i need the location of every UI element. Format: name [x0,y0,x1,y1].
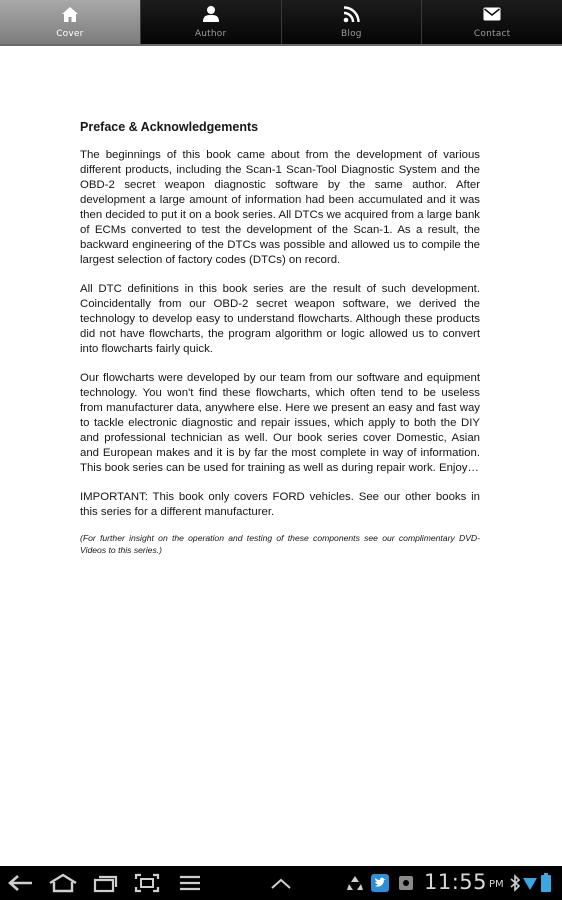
dvd-note: (For further insight on the operation and testing of these components see our complimentary DVD-Videos to this series.) [80,533,480,555]
notification-icon [398,874,414,892]
home-icon[interactable] [48,872,78,894]
tab-author[interactable] [140,0,281,44]
rss-icon [343,5,360,23]
tab-blog[interactable] [281,0,422,44]
person-icon [202,5,220,23]
clock: 11:55 [424,870,488,894]
back-icon[interactable] [8,872,34,894]
tab-blog-label: Blog [341,29,362,39]
mail-icon [483,5,501,23]
wifi-icon [522,874,538,892]
tab-cover-label: Cover [56,29,84,39]
recent-apps-icon[interactable] [93,872,119,894]
menu-icon[interactable] [178,872,202,894]
tab-cover[interactable] [0,0,140,44]
tab-contact-label: Contact [473,29,511,39]
up-chevron-icon[interactable] [270,872,292,894]
recycle-icon [346,874,364,892]
system-bar [0,866,562,900]
paragraph-4: IMPORTANT: This book only covers FORD vehicles. See our other books in this series for a different manufacturer. [80,491,480,518]
document-page [80,120,480,570]
twitter-icon [371,874,389,892]
tab-author-label: Author [194,29,227,39]
screenshot-icon[interactable] [134,872,160,894]
home-icon [61,5,79,23]
paragraph-2: All DTC definitions in this book series are the result of such development. Coincidentally from our OBD-2 secret weapon software, we derived the technology to develop easy to understand flowcharts. Although these products did not have flowcharts, the program algorithm or logic allowed us to convert into flowcharts fairly quick. [80,283,480,355]
clock-ampm: PM [489,879,504,890]
document-title: Preface & Acknowledgements [80,120,259,134]
paragraph-3: Our flowcharts were developed by our team from our software and equipment technology. You won't find these flowcharts, which often tend to be useless from manufacturer data, anywhere else. Here we present an easy and fast way to tackle electronic diagnostic and repair issues, which apply to both the DIY and professional technician as well. Our book series cover Domestic, Asian and European makes and it is by far the most complete in way of information. This book series can be used for training as well as during repair work. Enjoy… [80,372,480,474]
battery-icon [540,874,552,892]
tab-bar [0,0,562,44]
tab-contact[interactable] [421,0,562,44]
paragraph-1: The beginnings of this book came about from the development of various different products, including the Scan-1 Scan-Tool Diagnostic System and the OBD-2 secret weapon diagnostic software by the same author. After development a large amount of information had been accumulated and it was then decided to put it on a book series. All DTCs we acquired from a large bank of ECMs converted to test the development of the Scan-1. As a result, the backward engineering of the DTCs was possible and allowed us to compile the largest selection of factory codes (DTCs) on record. [80,149,480,266]
tab-bar-divider [0,44,562,46]
bluetooth-icon [510,874,520,892]
